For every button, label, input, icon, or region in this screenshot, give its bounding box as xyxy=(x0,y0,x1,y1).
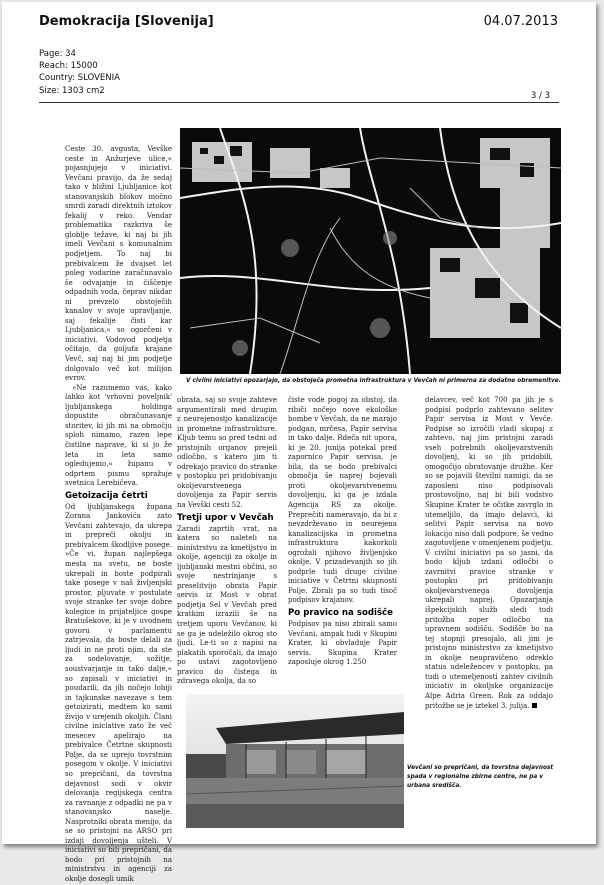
meta-page: Page: 34 xyxy=(39,49,76,59)
meta-size: Size: 1303 cm2 xyxy=(39,86,105,96)
page-counter: 3 / 3 xyxy=(530,91,550,101)
meta-country: Country: SLOVENIA xyxy=(39,73,120,83)
clipping-page xyxy=(2,2,596,884)
article-column-3 xyxy=(288,396,397,668)
end-of-article-mark xyxy=(532,703,537,708)
col4-paragraph-1-text: delavcev, več kot 700 pa jih je s podpisi podprlo zahtevano selitev Papir servisa iz Most v Vevče. Podpise so izročili vladi skupaj z zahtevo, naj jim pristojni zaradi vseh potrebnih okoljevarstvenih dovoljenj, ki so jih pridobili, omogočijo obratovanje družbe. Ker so se pojavili številni namigi, da se zaposleni niso podpisovali prostovoljno, naj bi bili vodstvo Skupine Krater te očitke zavrglo in utemeljilo, da imajo delavci, ki selitvi Papir servisa na novo lokacijo niso dali podpore, še vedno zagotovljene v omenjenem podjetju. V civilni iniciativi pa so jasni, da bodo kljub izdani odločbi o zavrnitvi pravice stranke v postopku pri pridobivanju okoljevarstvenega dovoljenja ukrepali naprej. Opozarjanja išpekcijskih služb sledi tudi pritožba zoper odločbo na upravnem sodišču. Sodišče bo na tej stopnji presojalo, ali jim je pristojno ministrstvo za kmetijstvo in okolje neupravičeno odreklo status udeležencev v postopku, pa tudi o utemeljenosti zahtev civilnih iniciativ in okoljske organizacije Alpe Adria Green. Rok za oddajo pritožbe se je iztekel 3. julija. xyxy=(425,396,553,710)
photo-caption: Vevčani so prepričani, da tovrstna dejavnost spada v regionalne zbirne centre, ne pa v urbana središča. xyxy=(407,765,554,789)
building-photo-graphic xyxy=(186,694,404,828)
publication-date: 04.07.2013 xyxy=(483,14,558,29)
map-caption: V civilni iniciativi opozarjajo, da obstoječa prometna infrastruktura v Vevčah ni primerna za dodatne obremenitve. xyxy=(186,378,561,384)
col1-paragraph-3: Od ljubljanskega župana Zorana Jankovića zato Vevčani zahtevajo, da ukrepa in prepreči okolju in prebivalcem škodljive posege. »Če vi, župan najlepšega mesta na svetu, ne boste ukrepali in boste podpirali take posege v naš življenjski prostor, pljuvate v postulate svoje stranke ter svoje dobre kolegice in prijateljice gospe Bratušekove, ki je v uvodnem govoru v parlamentu zatrjevala, da boste delali za ljudi in ne proti njim, da ste za sodelovanje, sožitje, soustvarjanje in tako dalje,« so zapisali v iniciativi in poudarili, da jih nočejo lobiji in tajkunske navezave s tem getoizirati, medtem ko sami živijo v urejenih okoljih. Člani civilne iniciative zato že več mesecev apelirajo na prebivalce Četrtne skupnosti Polje, da se uprejo tovrstnim posegom v okolje. V iniciativi so prepričani, da tovrstna dejavnost sodi v okvir delovanja regijskega centra za ravnanje z odpadki ne pa v stanovanjsko naselje. Nasprotniki obrata menijo, da se so pristojni na ARSO pri izdaji dovoljenja ušteli. V iniciativi so bili prepričani, da bodo pri pristojnih na ministrstvu in agenciji za okolje dosegli umik xyxy=(65,502,172,884)
col1-paragraph-1: Ceste 30. avgusta, Vevške ceste in Anžurjeve ulice,« pojasnjujejo v iniciativi. Vevčani pravijo, da že sedaj tako v bližini Ljubljanice kot stanovanjskih blokov močno smrdi zaradi direktnih iztokov fekalij v reko. Vendar problematika razkriva še globlje težave, ki naj bi jih imeli Vevčani s komunalnim podjetjem. To naj bi prebivalcem že dvajset let poleg vodarine zaračunavalo še odvajanje in čiščenje odpadnih voda, čeprav nikdar ni prevzelo obstoječih kanalov v svoje upravljanje, saj fekalije čisti kar Ljubljanica,« so ogorčeni v iniciativi. Vodovod podjetja očitajo, da goljufa krajane Vevč, saj naj bi jim podjetje dolgovalo več kot milijon evrov. xyxy=(65,145,172,383)
subheading-getoizacija: Getoizacija četrti xyxy=(65,490,148,501)
aerial-map-image xyxy=(180,128,561,374)
meta-reach: Reach: 15000 xyxy=(39,61,98,71)
col2-paragraph-1: obrata, saj so svoje zahteve argumentirali med drugim z neurejenostjo kanalizacije in prometne infrastrukture. Kljub temu so pred tedni od pristojnih organov prejeli odločbo, s katero jim ti odrekajo pravico do stranke v postopku pri pridobivanju okoljevarstvenega dovoljenja za Papir servis na Vevški cesti 52. xyxy=(177,396,277,510)
article-column-4 xyxy=(425,396,553,711)
article-column-2 xyxy=(177,396,277,687)
building-photo xyxy=(186,694,404,828)
col2-paragraph-2: Zaradi zaprtih vrat, na katera so naleteli na ministrstvu za kmetijstvo in okolje, agenciji za okolje in ljubljanski mestni občini, so svoje nestrinjanje s preselitvijo obrata Papir servis iz Most v obrat podjetja Sel v Vevčah pred kratkim izrazili še na tretjem uporu Vevčanov, ki se ga je udeležilo okrog sto ljudi. Le-ti so z napisi na plakatih sporočali, da imajo po ustavi zagotovljeno pravico do čistega in zdravega okolja, da so xyxy=(177,524,277,686)
header-rule xyxy=(39,102,559,103)
col3-paragraph-2: Podpisov pa niso zbirali samo Vevčani, ampak tudi v Skupini Krater, ki obvladuje Papir servis. Skupina Krater zaposluje okrog 1.250 xyxy=(288,620,397,667)
subheading-tretji-upor: Tretji upor v Vevčah xyxy=(177,512,274,523)
article-column-1 xyxy=(65,145,172,885)
col4-paragraph-1 xyxy=(425,396,553,711)
aerial-map-graphic xyxy=(180,128,561,374)
col1-paragraph-2: »Ne razumemo vas, kako lahko kot 'vrhovni poveljnik' ljubljanskega holdinga dopustite obračunavanje storitev, ki jih mi na območju sploh nimamo, razen lepe čistilne naprave, ki si jo že leta in leta samo ogledujemo,« županu v odprtem pismu spražuje svetnica Lerebičeva. xyxy=(65,383,172,488)
publication-title: Demokracija [Slovenija] xyxy=(39,14,214,29)
col3-paragraph-1: čiste vode pogoj za obstoj, da ribiči nočejo nove ekološke bombe v Vevčah, da ne marajo podgan, mrčesa, Papir servisa in tako dalje. Rdeča nit upora, ki je 20. junija potekal pred zapornico Papir servisa, je bila, da se bodo prebivalci območja še naprej bojevali proti okoljevarstvenemu dovoljenju, ki ga je izdala Agencija RS za okolje. Preprečiti nameravajo, da bi z nevzdrževano in neurejena kanalizacijska in prometna infrastruktura kakorkoli ogrožali njihovo življenjsko okolje. V prizadevanjih so jih podprle tudi druge civilne iniciative v Četrtni skupnosti Polje. Zbrali pa so tudi tisoč podpisov krajanov. xyxy=(288,396,397,605)
subheading-po-pravico: Po pravico na sodišče xyxy=(288,608,393,619)
